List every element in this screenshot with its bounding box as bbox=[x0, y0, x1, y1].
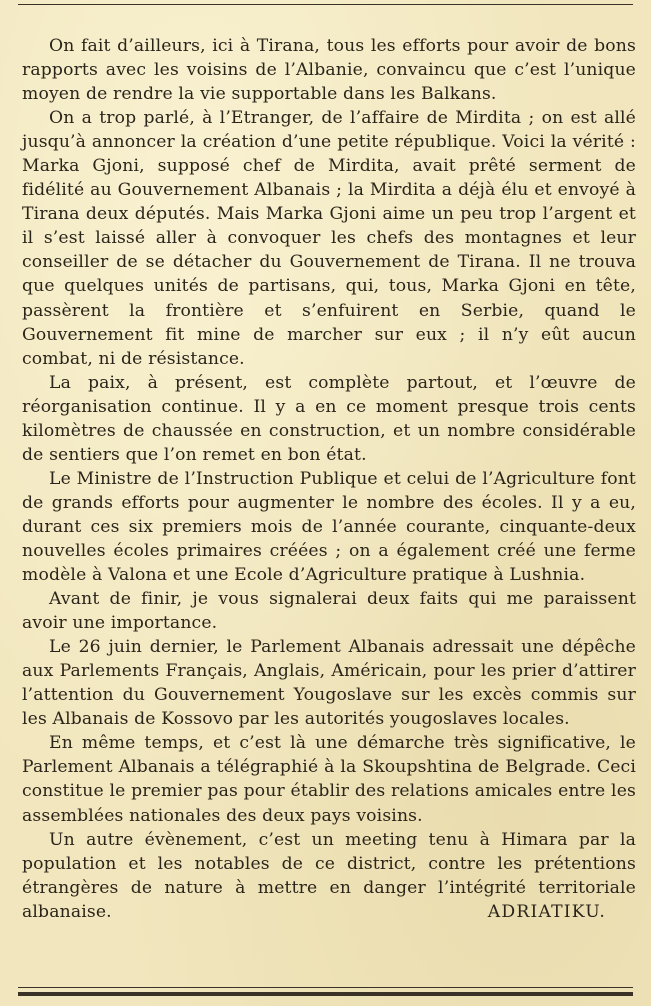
top-rule bbox=[18, 4, 633, 5]
author-signature: ADRIATIKU. bbox=[487, 901, 606, 922]
bottom-rule-thin bbox=[18, 987, 633, 988]
bottom-rule-thick bbox=[18, 992, 633, 996]
article-body bbox=[22, 34, 636, 924]
paragraph-schools: Le Ministre de l’Instruction Publique et celui de l’Agriculture font de grands efforts pour augmenter le nombre des écoles. Il y a eu, durant ces six premiers mois de l’année courante, cinquante-deux nouvelles écoles primaires créées ; on a également créé une ferme modèle à Valona et une Ecole d’Agriculture pratique à Lushnia. bbox=[22, 468, 636, 586]
paragraph-two-facts: Avant de finir, je vous signalerai deux faits qui me paraissent avoir une importance. bbox=[22, 589, 636, 634]
paragraph-parliament-dispatch: Le 26 juin dernier, le Parlement Albanais adressait une dépêche aux Parlements Français, Anglais, Américain, pour les prier d’attirer l’attention du Gouvernement Yougoslave sur les excès commis sur les Albanais de Kossovo par les autorités yougoslaves locales. bbox=[22, 637, 636, 730]
paragraph-peace: La paix, à présent, est complète partout, et l’œuvre de réorganisation continue. Il y a en ce moment presque trois cents kilomètres de chaussée en construction, et un nombre considérable de sentiers que l’on remet en bon état. bbox=[22, 372, 636, 465]
paragraph-mirdita: On a trop parlé, à l’Etranger, de l’affaire de Mirdita ; on est allé jusqu’à annoncer la création d’une petite république. Voici la vérité : Marka Gjoni, supposé chef de Mirdita, avait prêté serment de fidélité au Gouvernement Albanais ; la Mirdita a déjà élu et envoyé à Tirana deux députés. Mais Marka Gjoni aime un peu trop l’argent et il s’est laissé aller à convoquer les chefs des montagnes et leur conseiller de se détacher du Gouvernement de Tirana. Il ne trouva que quelques unités de partisans, qui, tous, Marka Gjoni en tête, passèrent la frontière et s’enfuirent en Serbie, quand le Gouvernement fit mine de marcher sur eux ; il n’y eût aucun combat, ni de résistance. bbox=[22, 108, 636, 369]
paragraph-skoupshtina: En même temps, et c’est là une démarche très significative, le Parlement Albanais a télégraphié à la Skoupshtina de Belgrade. Ceci constitue le premier pas pour établir des relations amicales entre les assemblées nationales des deux pays voisins. bbox=[22, 733, 636, 826]
paragraph-himara: Un autre évènement, c’est un meeting tenu à Himara par la population et les notables de ce district, contre les prétentions étrangères de nature à mettre en danger l’intégrité territoriale albanaise. bbox=[22, 829, 636, 922]
paragraph-balkans: On fait d’ailleurs, ici à Tirana, tous les efforts pour avoir de bons rapports avec les voisins de l’Albanie, convaincu que c’est l’unique moyen de rendre la vie supportable dans les Balkans. bbox=[22, 36, 636, 105]
